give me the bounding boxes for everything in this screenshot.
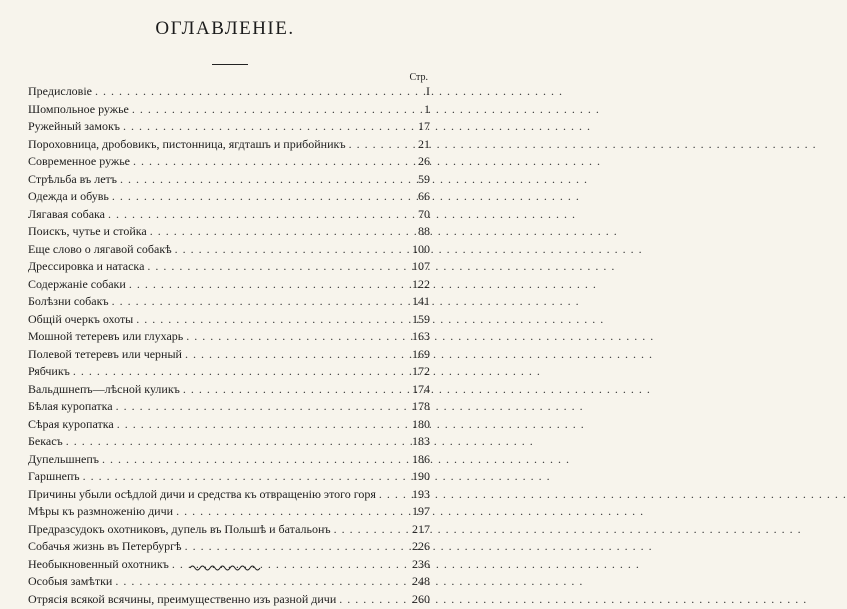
toc-entry (28, 452, 430, 470)
toc-entry-page: 17 (414, 119, 430, 134)
dot-leader (120, 172, 411, 187)
dot-leader (95, 84, 411, 99)
toc-entry-page: 141 (412, 294, 430, 309)
wavy-ornament (190, 564, 260, 572)
toc-entry (28, 172, 430, 190)
toc-entry-page: 172 (412, 364, 430, 379)
toc-entry-page: 88 (414, 224, 430, 239)
toc-entry-title: Стрѣльба въ летъ (28, 172, 117, 187)
dot-leader (334, 522, 409, 537)
dot-leader (136, 312, 409, 327)
dot-leader (183, 382, 409, 397)
toc-entry-title: Лягавая собака (28, 207, 105, 222)
toc-entry-title: Поискъ, чутье и стойка (28, 224, 147, 239)
dot-leader (102, 452, 409, 467)
toc-entry-title: Отрясія всякой всячины, преимущественно изъ разной дичи (28, 592, 336, 607)
toc-entry-page: 163 (412, 329, 430, 344)
dot-leader (115, 574, 409, 589)
toc-entry-page: 180 (412, 417, 430, 432)
dot-leader (132, 102, 411, 117)
toc-entry-page: 66 (414, 189, 430, 204)
toc-entry-title: Шомпольное ружье (28, 102, 129, 117)
dot-leader (83, 469, 409, 484)
toc-entry-page: 217 (412, 522, 430, 537)
toc-entry-title: Пороховница, дробовикъ, пистонница, ягдташъ и прибойникъ (28, 137, 346, 152)
toc-entry-title: Содержаніе собаки (28, 277, 126, 292)
toc-entry-page: 193 (412, 487, 430, 502)
toc-entry (28, 574, 430, 592)
toc-entry-title: Причины убыли осѣдлой дичи и средства къ отвращенію этого горя (28, 487, 376, 502)
toc-entry-title: Предисловіе (28, 84, 92, 99)
toc-entry-page: 178 (412, 399, 430, 414)
dot-leader (185, 539, 409, 554)
toc-entry (28, 347, 430, 365)
toc-entry (28, 189, 430, 207)
toc-entry-title: Еще слово о лягавой собакѣ (28, 242, 172, 257)
dot-leader (112, 294, 409, 309)
toc-entry (28, 329, 430, 347)
toc-entry-page: 260 (412, 592, 430, 607)
toc-entry-page: 59 (414, 172, 430, 187)
toc-entry-page: 183 (412, 434, 430, 449)
toc-entry (28, 504, 430, 522)
toc-entry-title: Сѣрая куропатка (28, 417, 114, 432)
page-column-label: Стр. (409, 72, 428, 83)
toc-entry (28, 207, 430, 225)
toc-entry (28, 312, 430, 330)
toc-entry (28, 469, 430, 487)
title-rule (212, 64, 248, 65)
toc-entry (28, 242, 430, 260)
dot-leader (117, 417, 409, 432)
toc-entry-page: 190 (412, 469, 430, 484)
dot-leader (176, 504, 409, 519)
toc-entry (28, 137, 430, 155)
toc-entry (28, 84, 430, 102)
toc-entry-title: Рябчикъ (28, 364, 70, 379)
toc-entry-title: Дупельшнепъ (28, 452, 99, 467)
toc-entry-title: Собачья жизнь въ Петербургѣ (28, 539, 182, 554)
toc-entry-page: 236 (412, 557, 430, 572)
toc-entry-title: Полевой тетеревъ или черный (28, 347, 182, 362)
dot-leader (175, 242, 409, 257)
toc-entry-title: Вальдшнепъ—лѣсной куликъ (28, 382, 180, 397)
dot-leader (147, 259, 409, 274)
toc-entry (28, 539, 430, 557)
page-title: ОГЛАВЛЕНІЕ. (0, 18, 450, 40)
toc-entry (28, 119, 430, 137)
toc-entry-page: I (414, 84, 430, 99)
toc-entry-title: Бекасъ (28, 434, 63, 449)
toc-entry (28, 487, 430, 505)
toc-entry-page: 26 (414, 154, 430, 169)
dot-leader (185, 347, 409, 362)
dot-leader (186, 329, 409, 344)
toc-entry (28, 592, 430, 609)
toc-entry-title: Предразсудокъ охотниковъ, дупель въ Польшѣ и батальонъ (28, 522, 331, 537)
toc-entry-page: 21 (414, 137, 430, 152)
dot-leader (108, 207, 411, 222)
toc-entry (28, 417, 430, 435)
toc-entry (28, 364, 430, 382)
toc-entry (28, 277, 430, 295)
toc-entry-page: 248 (412, 574, 430, 589)
dot-leader (66, 434, 409, 449)
toc-entry-page: 169 (412, 347, 430, 362)
dot-leader (116, 399, 409, 414)
dot-leader (133, 154, 411, 169)
toc-entry (28, 102, 430, 120)
toc-entry-page: 70 (414, 207, 430, 222)
toc-entry-title: Необыкновенный охотникъ (28, 557, 169, 572)
toc-entry-title: Мошной тетеревъ или глухарь (28, 329, 183, 344)
toc-entry-title: Особыя замѣтки (28, 574, 112, 589)
toc-entry (28, 154, 430, 172)
toc-entry-page: 186 (412, 452, 430, 467)
toc-entry (28, 382, 430, 400)
toc-entry-page: 226 (412, 539, 430, 554)
toc-entry-title: Гаршнепъ (28, 469, 80, 484)
toc-entry-title: Болѣзни собакъ (28, 294, 109, 309)
dot-leader (339, 592, 409, 607)
toc-entry-title: Одежда и обувь (28, 189, 109, 204)
toc-entry-title: Общій очеркъ охоты (28, 312, 133, 327)
toc-entry (28, 259, 430, 277)
dot-leader (349, 137, 411, 152)
toc-entry (28, 434, 430, 452)
toc-entry-page: 1 (414, 102, 430, 117)
dot-leader (150, 224, 411, 239)
dot-leader (123, 119, 411, 134)
toc-entry (28, 294, 430, 312)
toc-entry-title: Мѣры къ размноженію дичи (28, 504, 173, 519)
toc-entry-page: 174 (412, 382, 430, 397)
dot-leader (379, 487, 409, 502)
toc-entry (28, 224, 430, 242)
dot-leader (112, 189, 411, 204)
table-of-contents (28, 84, 430, 609)
toc-entry-page: 107 (412, 259, 430, 274)
toc-entry-title: Ружейный замокъ (28, 119, 120, 134)
dot-leader (129, 277, 409, 292)
toc-entry-page: 197 (412, 504, 430, 519)
dot-leader (73, 364, 409, 379)
toc-entry-title: Современное ружье (28, 154, 130, 169)
toc-entry-page: 100 (412, 242, 430, 257)
toc-entry-title: Бѣлая куропатка (28, 399, 113, 414)
toc-entry-title: Дрессировка и натаска (28, 259, 144, 274)
toc-entry (28, 522, 430, 540)
toc-entry (28, 399, 430, 417)
toc-entry-page: 159 (412, 312, 430, 327)
toc-entry-page: 122 (412, 277, 430, 292)
